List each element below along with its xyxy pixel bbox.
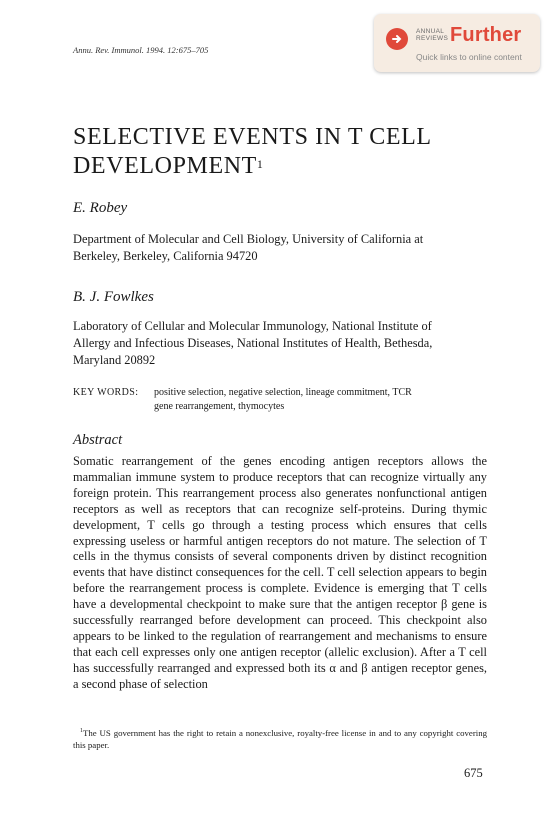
further-brand-small <box>416 28 448 42</box>
title-line-2 <box>73 152 513 181</box>
further-widget[interactable] <box>374 14 540 72</box>
further-arrow-icon <box>386 28 408 50</box>
keywords-label: KEY WORDS: <box>73 387 139 398</box>
keywords-line: positive selection, negative selection, lineage commitment, TCR <box>154 387 412 398</box>
author-name: E. Robey <box>73 200 128 216</box>
article-title <box>73 123 513 181</box>
further-brand-big: Further <box>450 24 522 46</box>
brand-line-reviews: REVIEWS <box>416 35 449 42</box>
brand-line-annual: ANNUAL <box>416 28 445 35</box>
page-number: 675 <box>464 766 483 780</box>
affiliation-line: Allergy and Infectious Diseases, National Institutes of Health, Bethesda, <box>73 336 433 350</box>
footnote-mark: 1 <box>80 728 83 734</box>
title-footnote-mark: 1 <box>256 157 264 171</box>
affiliation-line: Berkeley, Berkeley, California 94720 <box>73 249 258 263</box>
footnote <box>73 725 487 751</box>
keywords-line: gene rearrangement, thymocytes <box>154 401 285 412</box>
affiliation-line: Maryland 20892 <box>73 353 156 367</box>
abstract-heading: Abstract <box>73 432 123 448</box>
author-affiliation <box>73 231 493 265</box>
keywords-text <box>154 386 490 414</box>
title-line-2-text: DEVELOPMENT <box>73 153 257 179</box>
affiliation-line: Laboratory of Cellular and Molecular Immunology, National Institute of <box>73 319 432 333</box>
affiliation-line: Department of Molecular and Cell Biology, University of California at <box>73 232 424 246</box>
author-affiliation <box>73 318 493 369</box>
abstract-body: Somatic rearrangement of the genes encoding antigen receptors allows the mammalian immune system to produce receptors that can recognize virtually any foreign protein. This rearrangement process also generates nonfunctional antigen receptors as well as receptors that can recognize self-proteins. During thymic development, T cells go through a testing process which ensures that cells expressing useless or harmful antigen receptors do not mature. The selection of T cells in the thymus consists of several components driven by distinct recognition events that have distinct consequences for the cell. T cell selection appears to begin before the rearrangement process is complete. Evidence is emerging that T cells have a developmental checkpoint to make sure that the antigen receptor β gene is successfully rearranged before development can proceed. This checkpoint also appears to be linked to the regulation of rearrangement and mechanisms to ensure that each cell expresses only one antigen receptor (allelic exclusion). After a T cell has successfully rearranged and expressed both its α and β antigen receptor genes, a second phase of selection <box>73 454 487 691</box>
author-name: B. J. Fowlkes <box>73 289 154 305</box>
journal-citation: Annu. Rev. Immunol. 1994. 12:675–705 <box>73 45 209 55</box>
footnote-text: The US government has the right to retain a nonexclusive, royalty-free license in and to any copyright covering this paper. <box>73 727 487 750</box>
title-line-1: SELECTIVE EVENTS IN T CELL <box>73 124 432 150</box>
further-subtitle: Quick links to online content <box>416 52 522 62</box>
